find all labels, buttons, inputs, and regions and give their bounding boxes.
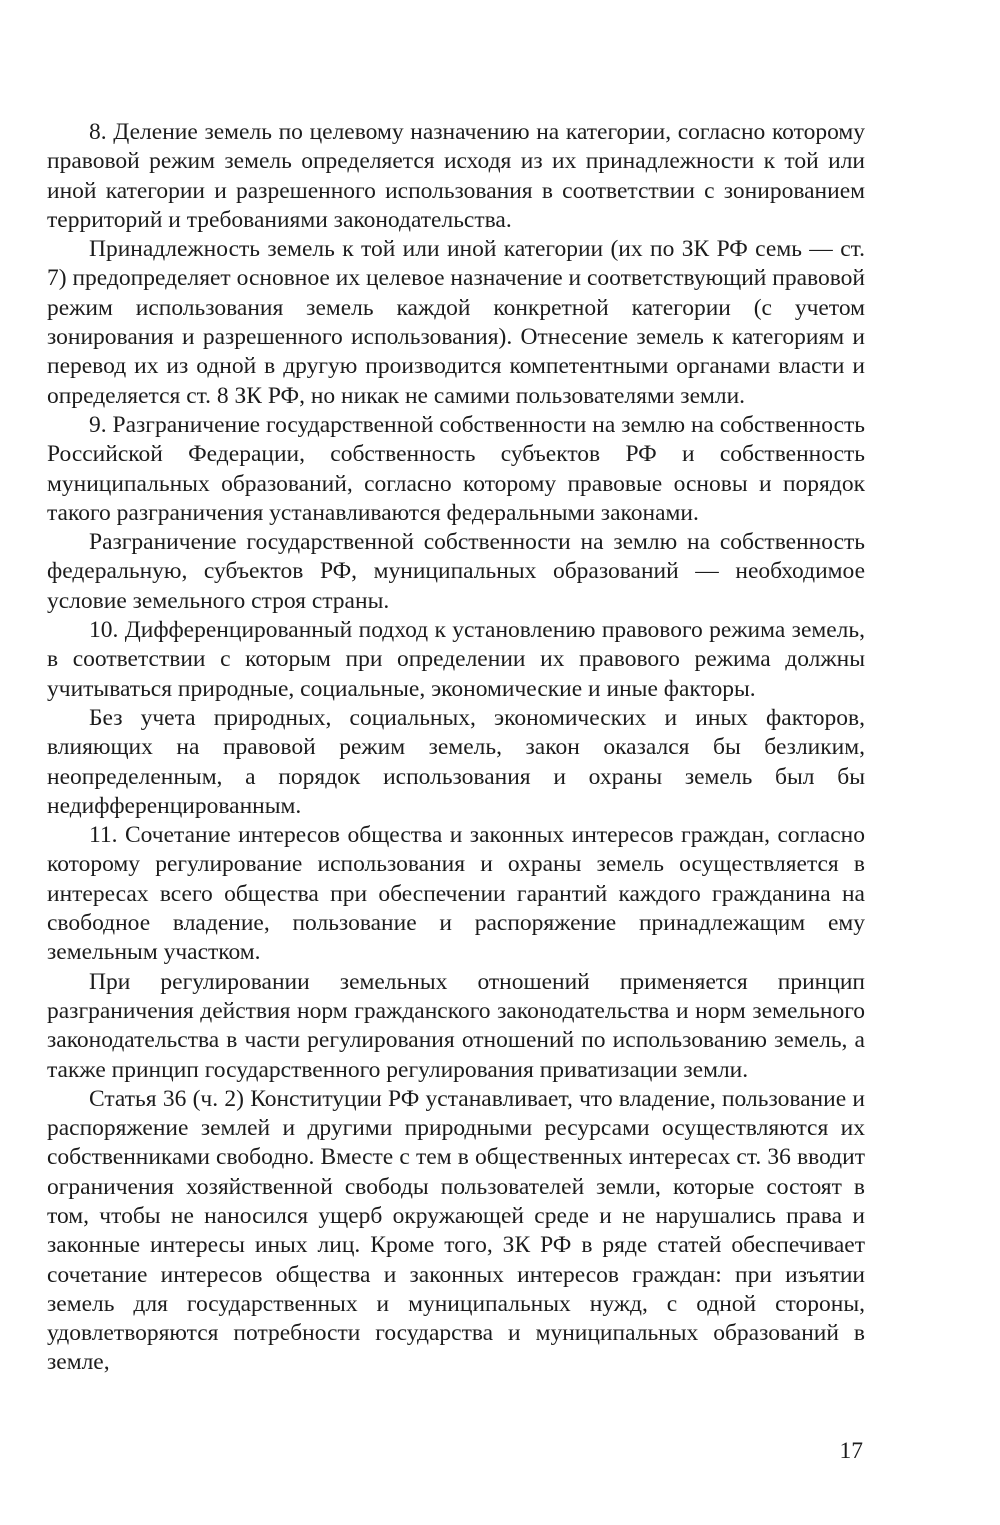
paragraph-principle-10: 10. Дифференцированный подход к установлению правового режима земель, в соответствии с которым при определении их правового режима должны учитываться природные, социальные, экономические и иные факторы. <box>47 617 865 702</box>
page-number: 17 <box>839 1438 863 1464</box>
paragraph-regulation-principle: При регулировании земельных отношений применяется принцип разграничения действия норм гражданского законодательства и норм земельного законодательства в части регулирования отношений по использованию земель, а также принцип государственного регулирования приватизации земли. <box>47 968 865 1083</box>
paragraph-principle-11: 11. Сочетание интересов общества и законных интересов граждан, согласно которому регулирование использования и охраны земель осуществляется в интересах всего общества при обеспечении гарантий каждого гражданина на свободное владение, пользование и распоряжение принадлежащим ему земельным участком. <box>47 822 865 966</box>
paragraph-factors-explanation: Без учета природных, социальных, экономических и иных факторов, влияющих на правовой режим земель, закон оказался бы безликим, неопределенным, а порядок использования и охраны земель был бы недифференцированным. <box>47 704 865 819</box>
paragraph-constitution-article-36: Статья 36 (ч. 2) Конституции РФ устанавливает, что владение, пользование и распоряжение землей и другими природными ресурсами осуществляются их собственниками свободно. Вместе с тем в общественных интересах ст. 36 вводит ограничения хозяйственной свободы пользователей земли, которые состоят в том, чтобы не наносился ущерб окружающей среде и не нарушались права и законные интересы иных лиц. Кроме того, ЗК РФ в ряде статей обеспечивает сочетание интересов общества и законных интересов граждан: при изъятии земель для государственных и муниципальных нужд, с одной стороны, удовлетворяются потребности государства и муниципальных образований в земле, <box>47 1085 865 1376</box>
paragraph-categories-explanation: Принадлежность земель к той или иной категории (их по ЗК РФ семь — ст. 7) предопределяет основное их целевое назначение и соответствующий правовой режим использования земель каждой конкретной категории (с учетом зонирования и разрешенного использования). Отнесение земель к категориям и перевод их из одной в другую производится компетентными органами власти и определяется ст. 8 ЗК РФ, но никак не самими пользователями земли. <box>47 236 865 409</box>
paragraph-principle-8: 8. Деление земель по целевому назначению на категории, согласно которому правовой режим земель определяется исходя из их принадлежности к той или иной категории и разрешенного использования в соответствии с зонированием территорий и требованиями законодательства. <box>47 119 865 233</box>
paragraph-property-delimitation: Разграничение государственной собственности на землю на собственность федеральную, субъектов РФ, муниципальных образований — необходимое условие земельного строя страны. <box>47 529 865 614</box>
document-body <box>47 118 865 1378</box>
paragraph-principle-9: 9. Разграничение государственной собственности на землю на собственность Российской Федерации, собственность субъектов РФ и собственность муниципальных образований, согласно которому правовые основы и порядок такого разграничения устанавливаются федеральными законами. <box>47 411 865 526</box>
